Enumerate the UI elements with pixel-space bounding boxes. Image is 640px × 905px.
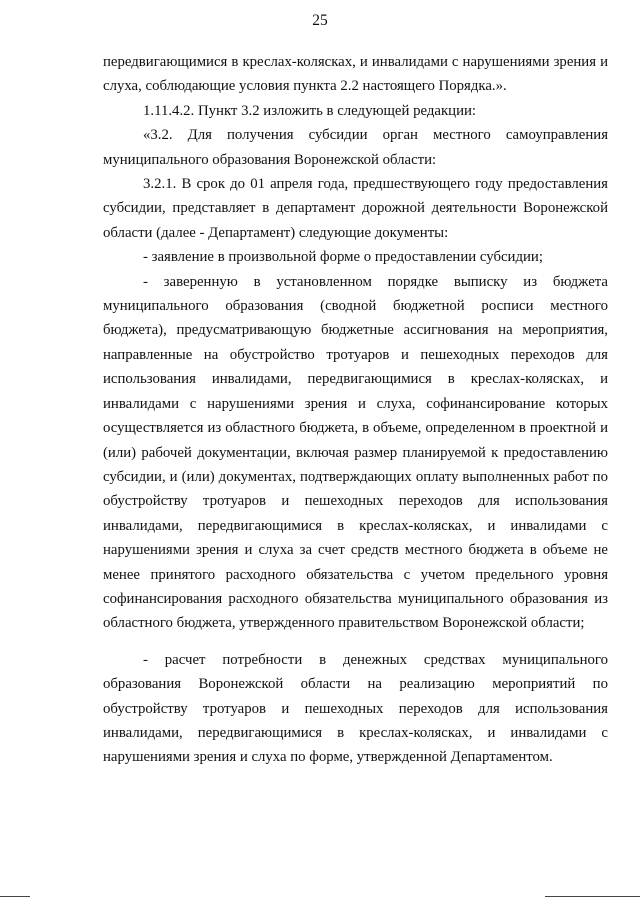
paragraph-continuation: передвигающимися в креслах-колясках, и инвалидами с нарушениями зрения и слуха, соблюдающие условия пункта 2.2 настоящего Порядка.». bbox=[103, 54, 608, 95]
list-item-budget-extract: - заверенную в установленном порядке выписку из бюджета муниципального образования (сводной бюджетной росписи местного бюджета), предусматривающую бюджетные ассигнования на мероприятия, направленные на обустройство тротуаров и пешеходных переходов для использования инвалидами, передвигающимися в креслах-колясках, и инвалидами с нарушениями зрения и слуха, софинансирование которых осуществляется из областного бюджета, в объеме, определенном в проектной и (или) рабочей документации, включая размер планируемой к предоставлению субсидии, и (или) документах, подтверждающих оплату выполненных работ по обустройству тротуаров и пешеходных переходов для использования инвалидами, передвигающимися в креслах-колясках, и инвалидами с нарушениями зрения и слуха за счет средств местного бюджета в объеме не менее принятого расходного обязательства с учетом предельного уровня софинансирования расходного обязательства муниципального образования из областного бюджета, утвержденного правительством Воронежской области; bbox=[103, 273, 608, 632]
list-item-application: - заявление в произвольной форме о предоставлении субсидии; bbox=[143, 249, 543, 266]
bottom-rule-right bbox=[545, 896, 640, 897]
document-body bbox=[103, 50, 608, 770]
paragraph-clause-3-2: «3.2. Для получения субсидии орган местного самоуправления муниципального образования Воронежской области: bbox=[103, 127, 608, 168]
list-item-funding-calculation: - расчет потребности в денежных средствах муниципального образования Воронежской области на реализацию мероприятий по обустройству тротуаров и пешеходных переходов для использования инвалидами, передвигающимися в креслах-колясках, и инвалидами с нарушениями зрения и слуха по форме, утвержденной Департаментом. bbox=[103, 651, 608, 766]
page-number: 25 bbox=[312, 12, 328, 29]
bottom-rule-left bbox=[0, 896, 30, 897]
paragraph-amendment-intro: 1.11.4.2. Пункт 3.2 изложить в следующей редакции: bbox=[143, 102, 477, 119]
paragraph-clause-3-2-1: 3.2.1. В срок до 01 апреля года, предшествующего году предоставления субсидии, представляет в департамент дорожной деятельности Воронежской области (далее - Департамент) следующие документы: bbox=[103, 176, 608, 241]
